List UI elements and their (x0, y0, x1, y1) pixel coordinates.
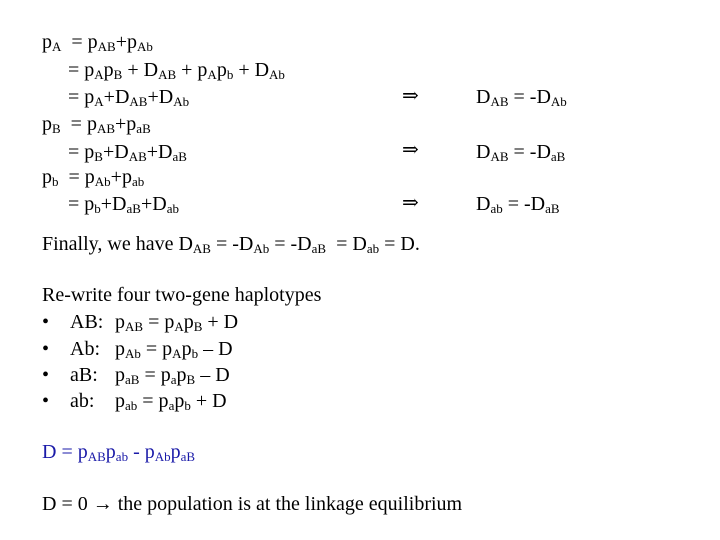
haplotype-label: ab: (70, 390, 95, 412)
bullet-icon: • (42, 390, 50, 412)
result-3: $D_{ab} = -D_{aB}$ (476, 193, 560, 216)
haplotype-label: Ab: (70, 338, 100, 360)
pB-expand: = $p_B+D_{AB}+D_{aB}$ (68, 141, 187, 164)
result-2: $D_{AB} = -D_{aB}$ (476, 141, 566, 164)
rewrite-heading: Re-write four two-gene haplotypes (42, 284, 322, 306)
result-1: $D_{AB} = -D_{Ab}$ (476, 86, 567, 109)
d-definition: $D = p_{AB}p_{ab} - p_{Ab}p_{aB}$ (42, 441, 196, 464)
bullet-icon: • (42, 338, 50, 360)
haplotype-label: AB: (70, 311, 104, 333)
conclusion-statement: D = 0 → the population is at the linkage equilibrium (42, 493, 463, 515)
pA-line: $p_A = p_{AB}+p_{Ab}$ (42, 31, 153, 54)
haplotype-item-AB: • AB: $p_{AB} = p_Ap_B + D$ (42, 311, 239, 334)
implies-arrow-3: ⇒ (402, 192, 419, 214)
pb-expand: = $p_b+D_{aB}+D_{ab}$ (68, 193, 179, 216)
bullet-icon: • (42, 364, 50, 386)
bullet-icon: • (42, 311, 50, 333)
implies-arrow-1: ⇒ (402, 85, 419, 107)
pb-line: $p_b = p_{Ab}+p_{ab}$ (42, 166, 145, 189)
haplotype-label: aB: (70, 364, 98, 386)
pA-expand-1: = $p_Ap_B + D_{AB} + p_Ap_b + D_{Ab}$ (68, 59, 285, 82)
pB-line: $p_B = p_{AB}+p_{aB}$ (42, 113, 151, 136)
haplotype-item-aB: • aB: $p_{aB} = p_ap_B - D$ (42, 364, 230, 387)
finally-statement: Finally, we have $D_{AB} = -D_{Ab} = -D_{aB} = D_{ab} = D$. (42, 233, 420, 256)
haplotype-item-ab: • ab: $p_{ab} = p_ap_b + D$ (42, 390, 227, 413)
haplotype-item-Ab: • Ab: $p_{Ab} = p_Ap_b - D$ (42, 338, 233, 361)
implies-arrow-2: ⇒ (402, 139, 419, 161)
pA-expand-2: = $p_A+D_{AB}+D_{Ab}$ (68, 86, 190, 109)
